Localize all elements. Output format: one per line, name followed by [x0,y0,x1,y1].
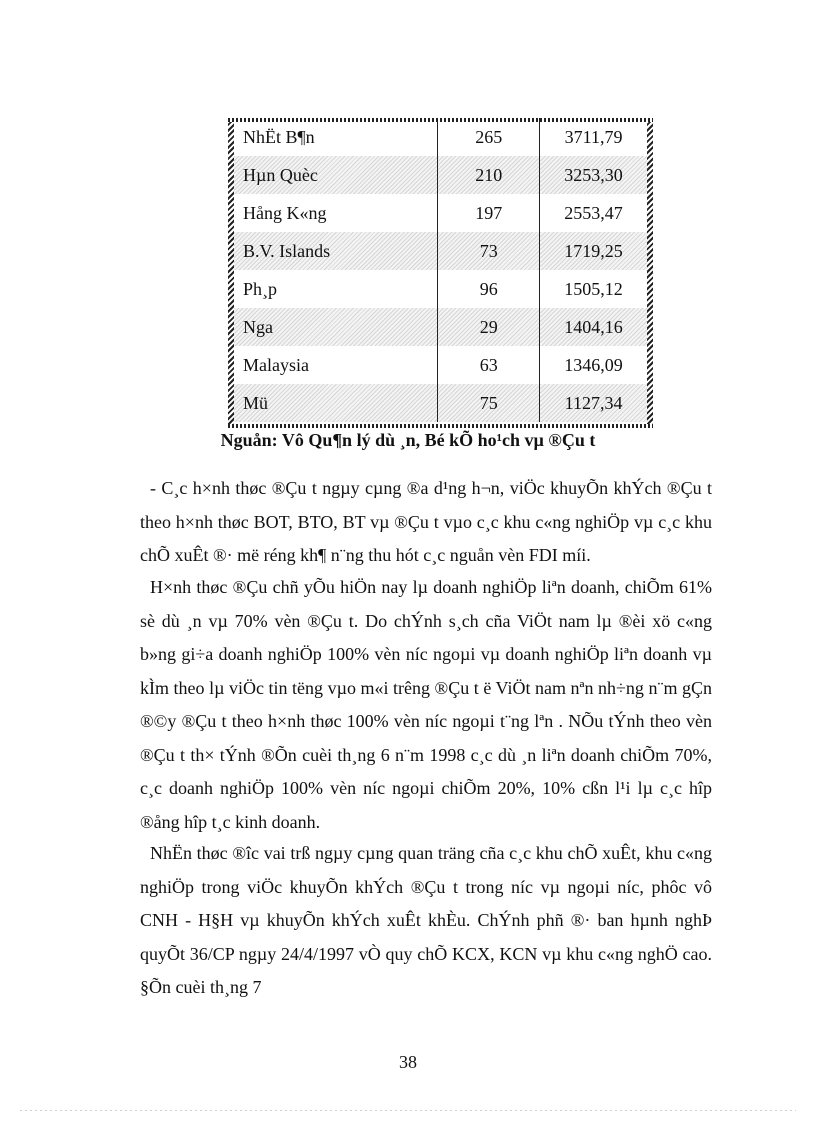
projects-cell: 75 [438,384,540,422]
capital-cell: 1404,16 [540,308,647,346]
country-cell: B.V. Islands [234,232,438,270]
table-row [234,194,647,232]
projects-cell: 210 [438,156,540,194]
country-cell: NhËt B¶n [243,126,315,147]
table-right-border [647,118,653,428]
body-paragraph: - C¸c h×nh thøc ®Çu t ngµy cµng ®a d¹ng h¬n, viÖc khuyÕn khÝch ®Çu t theo h×nh thøc BOT, BTO, BT vµ ®Çu t vµo c¸c khu c«ng nghiÖp vµ c¸c khu chÕ xuÊt ®· më réng kh¶ n¨ng thu hót c¸c nguån vèn FDI míi. [140,478,712,565]
country-cell: Malaysia [243,354,309,375]
projects-cell: 197 [438,194,540,232]
table-row [234,346,647,384]
fdi-by-country-table [228,118,653,428]
capital-cell: 2553,47 [540,194,647,232]
table-row [234,118,647,156]
country-cell: Mü [234,384,438,422]
page-number: 38 [399,1052,417,1072]
country-cell: Ph¸p [243,278,278,299]
capital-cell: 1719,25 [540,232,647,270]
projects-cell: 63 [438,346,540,384]
table-row [234,270,647,308]
table-bottom-border [228,424,653,428]
projects-cell: 29 [438,308,540,346]
capital-cell: 1505,12 [540,270,647,308]
body-paragraph: NhËn thøc ®îc vai trß ngµy cµng quan träng cña c¸c khu chÕ xuÊt, khu c«ng nghiÖp trong viÖc khuyÕn khÝch ®Çu t trong níc vµ ngoµi níc, phôc vô CNH - H§H vµ khuyÕn khÝch xuÊt khÈu. ChÝnh phñ ®· ban hµnh nghÞ quyÕt 36/CP ngµy 24/4/1997 vÒ quy chÕ KCX, KCN vµ khu c«ng nghÖ cao. §Õn cuèi th¸ng 7 [140,843,712,997]
table-row [234,308,647,346]
table-row [234,384,647,422]
capital-cell: 1346,09 [540,346,647,384]
country-cell: Nga [234,308,438,346]
table-source-caption: Nguån: Vô Qu¶n lý dù ¸n, Bé kÕ ho¹ch vµ ®Çu t [220,430,596,450]
body-paragraph: H×nh thøc ®Çu chñ yÕu hiÖn nay lµ doanh nghiÖp liªn doanh, chiÕm 61% sè dù ¸n vµ 70% vèn ®Çu t. Do chÝnh s¸ch cña ViÖt nam lµ ®èi xö c«ng b»ng gi÷a doanh nghiÖp 100% vèn níc ngoµi vµ doanh nghiÖp liªn doanh vµ kÌm theo lµ viÖc tin tëng vµo m«i trêng ®Çu t ë ViÖt nam nªn nh÷ng n¨m gÇn ®©y ®Çu t theo h×nh thøc 100% vèn níc ngoµi t¨ng lªn . NÕu tÝnh theo vèn ®Çu t th× tÝnh ®Õn cuèi th¸ng 6 n¨m 1998 c¸c dù ¸n liªn doanh chiÕm 70%, c¸c doanh nghiÖp 100% vèn níc ngoµi chiÕm 20%, 10% cßn l¹i lµ c¸c hîp ®ång hîp t¸c kinh doanh. [140,577,712,832]
country-cell: Hång K«ng [243,202,327,223]
projects-cell: 96 [438,270,540,308]
table-row [234,232,647,270]
country-cell: Hµn Quèc [234,156,438,194]
table-row [234,156,647,194]
data-table [234,118,647,422]
capital-cell: 1127,34 [540,384,647,422]
projects-cell: 265 [438,118,540,156]
footer-divider [20,1110,796,1111]
projects-cell: 73 [438,232,540,270]
capital-cell: 3253,30 [540,156,647,194]
capital-cell: 3711,79 [540,118,647,156]
